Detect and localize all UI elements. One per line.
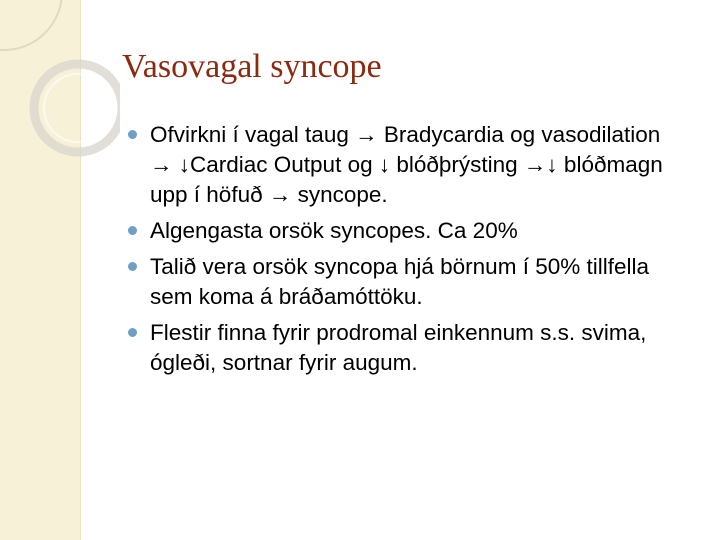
bullet-dot-icon: [128, 130, 137, 139]
bullet-item: [128, 120, 688, 210]
bullet-item: [128, 318, 688, 378]
lower-ring-highlight: [44, 74, 112, 142]
bullet-dot-icon: [128, 226, 137, 235]
bullet-text: Flestir finna fyrir prodromal einkennum s.s. svima, ógleði, sortnar fyrir augum.: [150, 320, 647, 375]
bullet-text: Algengasta orsök syncopes. Ca 20%: [150, 218, 518, 243]
bullet-dot-icon: [128, 328, 137, 337]
slide-title: Vasovagal syncope: [122, 48, 382, 85]
bullet-text: Ofvirkni í vagal taug → Bradycardia og vasodilation → ↓Cardiac Output og ↓ blóðþrýsting →↓ blóðmagn upp í höfuð → syncope.: [150, 122, 663, 207]
bullet-item: [128, 252, 688, 312]
bullet-dot-icon: [128, 262, 137, 271]
bullet-list: [128, 120, 688, 384]
bullet-text: Talið vera orsök syncopa hjá börnum í 50% tillfella sem koma á bráðamóttöku.: [150, 254, 649, 309]
upper-ring: [0, 0, 62, 50]
bullet-item: [128, 216, 688, 246]
lower-ring: [34, 64, 120, 152]
decorative-rings: [0, 0, 120, 200]
